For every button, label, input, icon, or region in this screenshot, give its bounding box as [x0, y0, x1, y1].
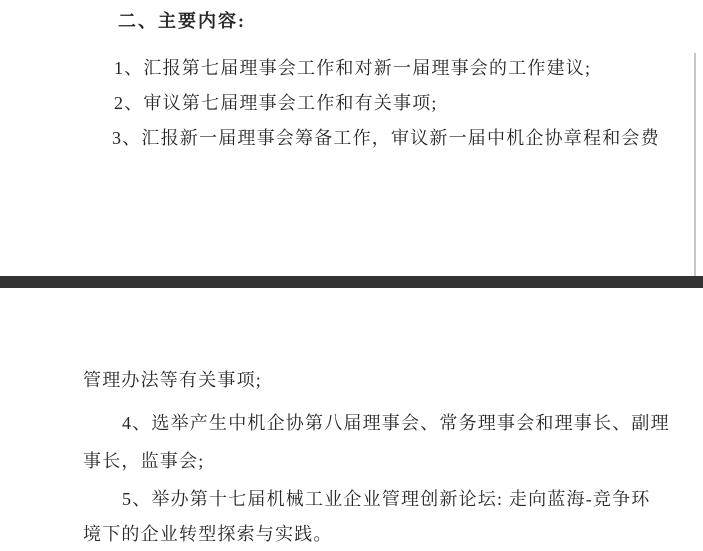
page-edge-line: [694, 53, 696, 276]
list-item-3: 3、汇报新一届理事会筹备工作，审议新一届中机企协章程和会费: [112, 128, 660, 148]
page-break-bar: [0, 276, 703, 288]
list-item-4-continuation: 事长，监事会;: [83, 451, 205, 471]
list-item-1: 1、汇报第七届理事会工作和对新一届理事会的工作建议;: [114, 58, 592, 78]
list-item-5-continuation: 境下的企业转型探索与实践。: [83, 524, 333, 544]
section-heading: 二、主要内容:: [118, 11, 246, 31]
list-item-4: 4、选举产生中机企协第八届理事会、常务理事会和理事长、副理: [122, 413, 670, 433]
list-item-3-continuation: 管理办法等有关事项;: [83, 370, 262, 390]
list-item-5: 5、举办第十七届机械工业企业管理创新论坛: 走向蓝海-竞争环: [122, 489, 651, 509]
list-item-2: 2、审议第七届理事会工作和有关事项;: [114, 93, 438, 113]
